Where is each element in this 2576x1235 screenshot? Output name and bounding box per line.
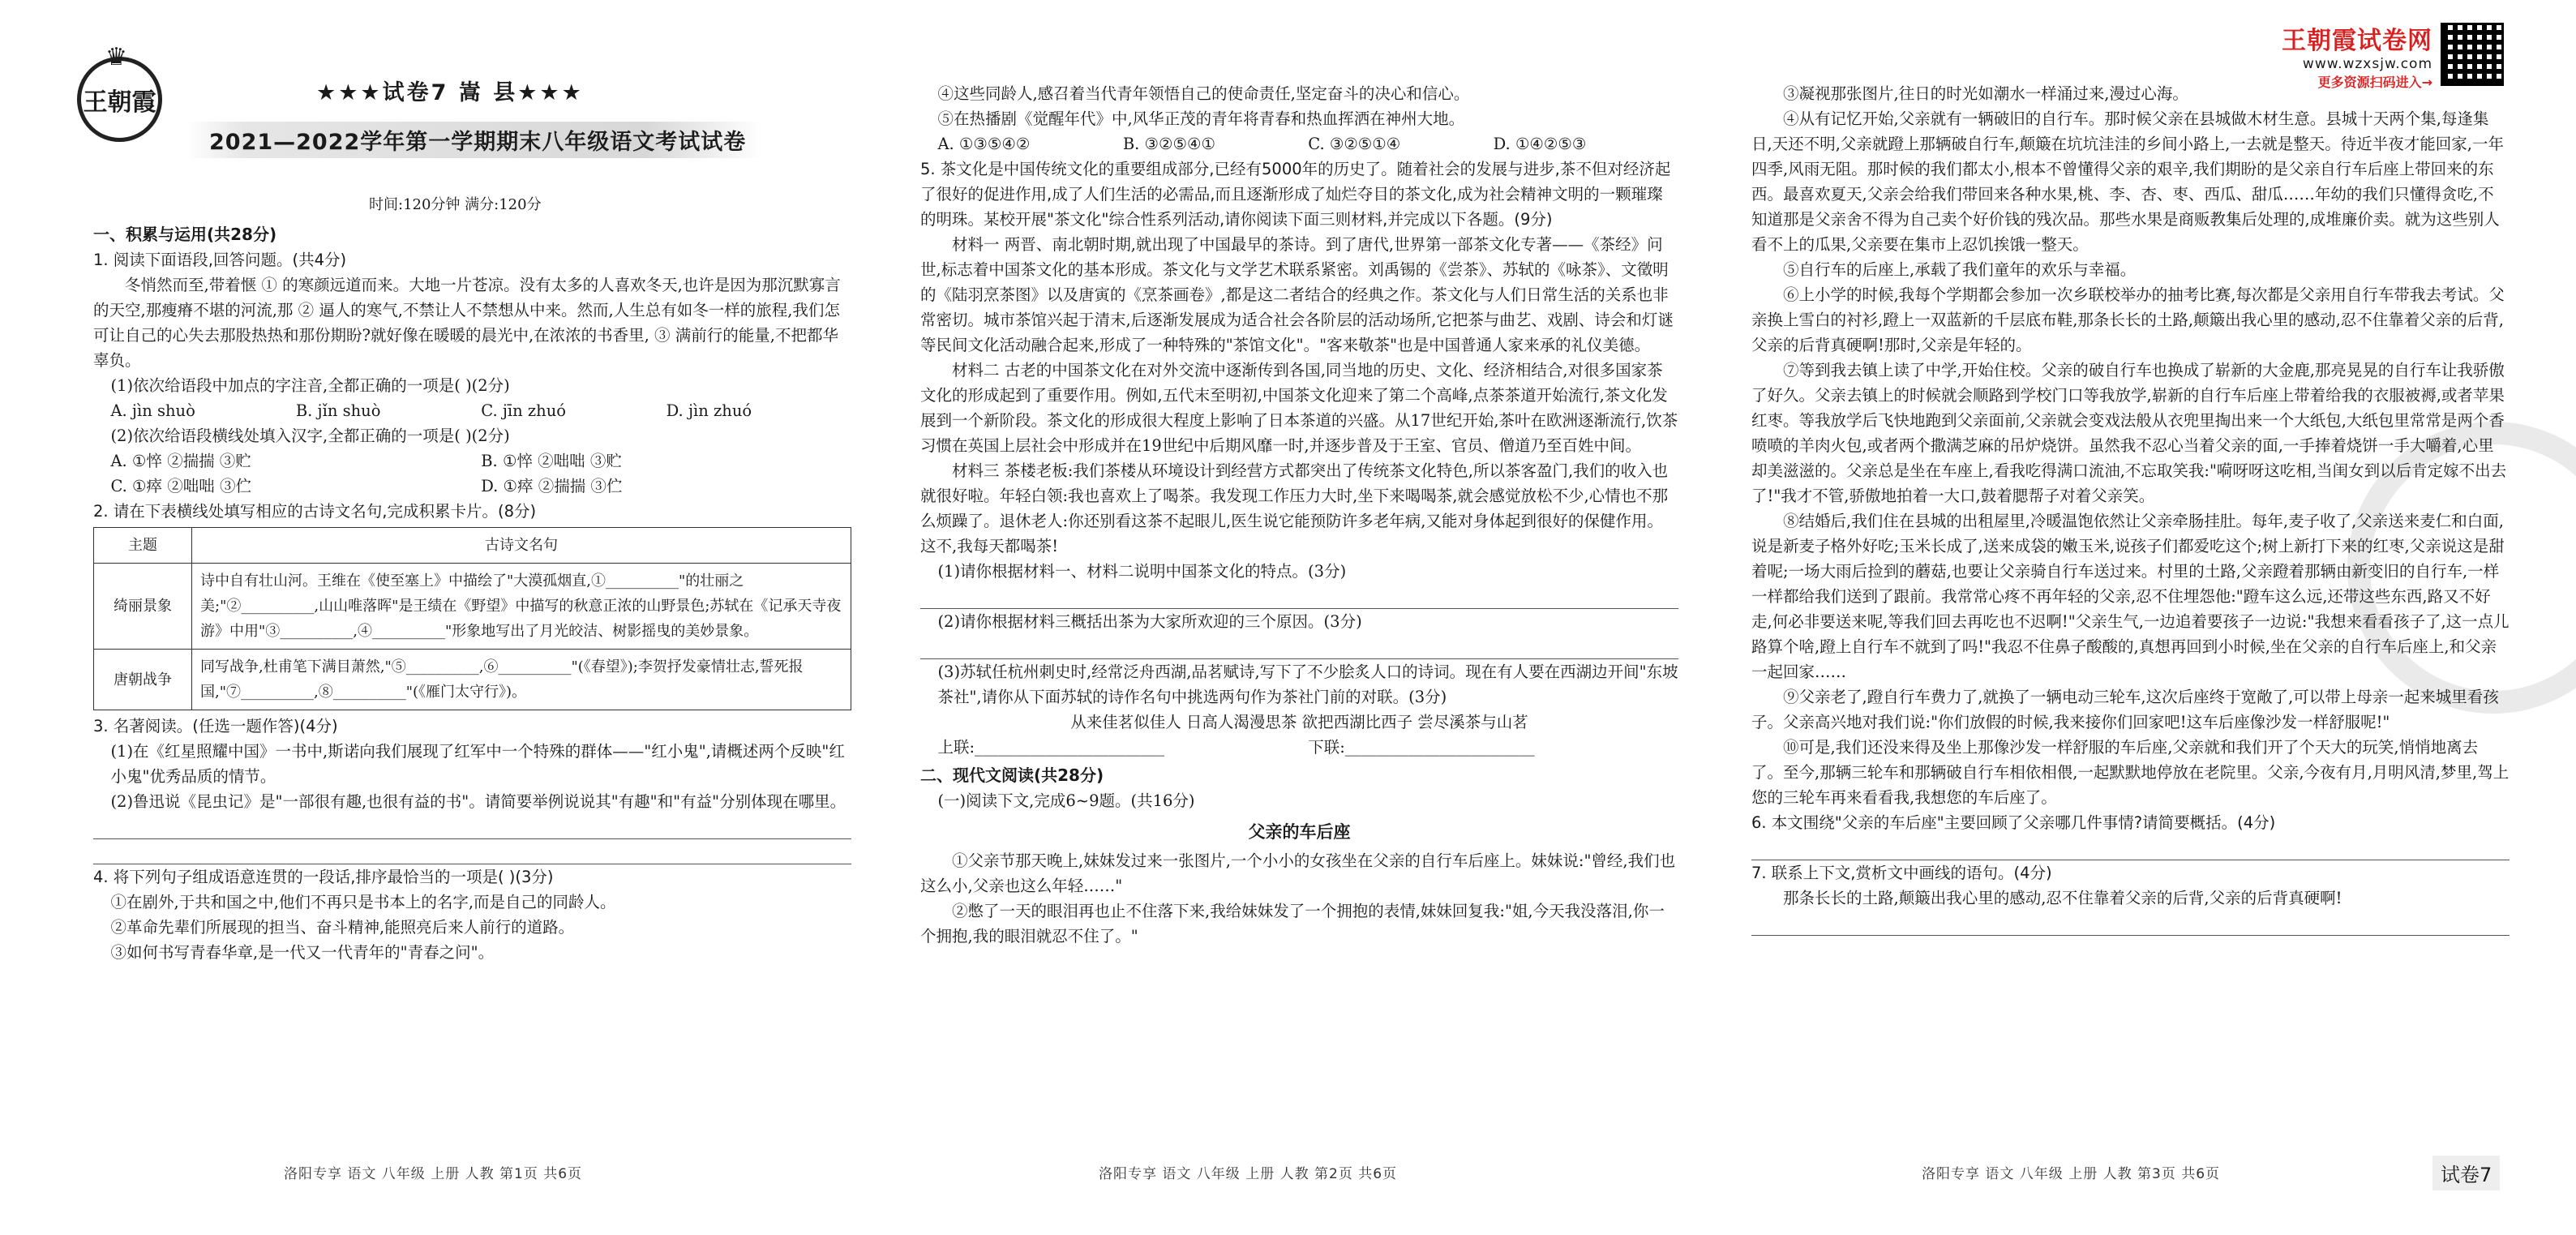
page-footer: 洛阳专享 语文 八年级 上册 人教 第3页 共6页 [1922,1166,2221,1182]
option[interactable]: C. ③②⑤①④ [1308,135,1401,153]
q4-item: ④这些同龄人,感召着当代青年领悟自己的使命责任,坚定奋斗的决心和信心。 [937,84,1470,103]
qr-code-icon[interactable] [2441,23,2504,86]
option[interactable]: C. jīn zhuó [481,401,567,420]
q1-options-2b [93,474,851,499]
brand-block [2262,20,2432,91]
page-2-column [920,81,1678,949]
answer-line[interactable] [93,839,851,864]
answer-line[interactable] [93,814,851,839]
article-paragraph: ⑤自行车的后座上,承载了我们童年的欢乐与幸福。 [1783,260,2137,279]
brand-name: 王朝霞试卷网 [2282,27,2432,55]
test-title: ★★★试卷7 嵩 县★★★ [316,80,584,105]
table-cell-lines[interactable]: 同写战争,杜甫笔下满目萧然,"⑤__________,⑥__________"(《春望》);李贺抒发豪情壮志,誓死报国,"⑦__________,⑧__________"(《雁门太守行》)。 [192,650,851,710]
crown-icon: ♛ [105,43,127,71]
q4-item: ③如何书写青春华章,是一代又一代青年的"青春之问"。 [110,943,495,962]
q4-item: ⑤在热播剧《觉醒年代》中,风华正茂的青年将青春和热血挥洒在神州大地。 [937,109,1465,128]
q5-poem-lines: 从来佳茗似佳人 日高人渴漫思茶 欲把西湖比西子 尝尽溪茶与山茗 [1070,713,1528,731]
article-paragraph: ④从有记忆开始,父亲就有一辆破旧的自行车。那时候父亲在县城做木材生意。县城十天两个集,每逢集日,天还不明,父亲就蹬上那辆破自行车,颠簸在坑坑洼洼的乡间小路上,一去就是整天。待近半夜才能回家,一年四季,风雨无阻。那时候的我们都太小,根本不曾懂得父亲的艰辛,我们期盼的是父亲自行车后座上带回来的东西。最喜欢夏天,父亲会给我们带回来各种水果,桃、李、杏、枣、西瓜、甜瓜……年幼的我们只懂得贪吃,不知道那是父亲舍不得为自己卖个好价钱的残次品。那些水果是商贩教集后处理的,成堆廉价卖。就为这些别人看不上的瓜果,父亲要在集市上忍饥挨饿一整天。 [1751,109,2504,254]
upper-couplet-field[interactable]: 上联:________________________ [937,738,1165,757]
q7-quote: 那条长长的土路,颠簸出我心里的感动,忍不住靠着父亲的后背,父亲的后背真硬啊! [1783,889,2342,907]
q4-item: ①在剧外,于共和国之中,他们不再只是书本上的名字,而是自己的同龄人。 [110,893,616,911]
article-paragraph: ①父亲节那天晚上,妹妹发过来一张图片,一个小小的女孩坐在父亲的自行车后座上。妹妹说:"曾经,我们也这么小,父亲也这么年轻……" [920,851,1676,895]
question-4-stem: 4. 将下列句子组成语意连贯的一段话,排序最恰当的一项是( )(3分) [93,868,554,886]
q1-passage: 冬悄然而至,带着惬 ① 的寒颜远道而来。大地一片苍凉。没有太多的人喜欢冬天,也许是因为那沉默寡言的天空,那瘦瘠不堪的河流,那 ② 逼人的寒气,不禁让人不禁想从中来。然而,人生总有如冬一样的旅程,我们怎可让自己的心失去那股热热和那份期盼?就好像在暖暖的晨光中,在浓浓的书香里, ③ 满前行的能量,不把都华辜负。 [93,276,841,370]
article-paragraph: ③凝视那张图片,往日的时光如潮水一样涌过来,漫过心海。 [1783,84,2188,103]
q4-options [920,131,1678,157]
option[interactable]: A. ①③⑤④② [937,135,1031,153]
q4-item: ②革命先辈们所展现的担当、奋斗精神,能照亮后来人前行的道路。 [110,918,575,937]
article-paragraph: ②憋了一天的眼泪再也止不住落下来,我给妹妹发了一个拥抱的表情,妹妹回复我:"姐,今天我没落泪,你一个拥抱,我的眼泪就忍不住了。" [920,902,1665,946]
brand-slogan: 更多资源扫码进入→ [2317,75,2432,90]
upper-label: 上联: [937,738,975,757]
table-row [94,650,851,710]
option[interactable]: B. jǐn shuò [295,401,381,420]
table-header: 主题 [94,528,192,564]
option[interactable]: A. ①悴 ②揣揣 ③贮 [110,452,251,470]
question-7-stem: 7. 联系上下文,赏析文中画线的语句。(4分) [1751,864,2052,882]
reading-intro: (一)阅读下文,完成6~9题。(共16分) [937,791,1195,810]
couplet-fields [920,735,1678,760]
brand-url: www.wzxsjw.com [2302,56,2432,72]
section-heading: 二、现代文阅读(共28分) [920,765,1104,785]
answer-line[interactable] [1751,835,2510,860]
q1-options-1 [93,398,851,423]
q5-sub2: (2)请你根据材料三概括出茶为大家所欢迎的三个原因。(3分) [937,612,1362,631]
article-paragraph: ⑩可是,我们还没来得及坐上那像沙发一样舒服的车后座,父亲就和我们开了个天大的玩笑,悄悄地离去了。至今,那辆三轮车和那辆破自行车相依相偎,一起默默地停放在老院里。父亲,今夜有月,月明风清,梦里,驾上您的三轮车再来看看我,我想您的车后座了。 [1751,738,2510,807]
q3-option-2: (2)鲁迅说《昆虫记》是"一部很有趣,也很有益的书"。请简要举例说说其"有趣"和"有益"分别体现在哪里。 [110,792,847,811]
publisher-logo [77,43,162,142]
lower-label: 下联: [1308,738,1345,757]
q3-option-1: (1)在《红星照耀中国》一书中,斯诺向我们展现了红军中一个特殊的群体——"红小鬼",请概述两个反映"红小鬼"优秀品质的情节。 [110,742,845,786]
question-5-stem: 5. 茶文化是中国传统文化的重要组成部分,已经有5000年的历史了。随着社会的发展与进步,茶不但对经济起了很好的促进作用,成了人们生活的必需品,而且逐渐形成了灿烂夺目的茶文化,成为社会精神文明的一颗璀璨的明珠。某校开展"茶文化"综合性系列活动,请你阅读下面三则材料,并完成以下各题。(9分) [920,160,1671,229]
logo-text: 王朝霞 [83,88,156,117]
article-paragraph: ⑥上小学的时候,我每个学期都会参加一次乡联校举办的抽考比赛,每次都是父亲用自行车带我去考试。父亲换上雪白的衬衫,蹬上一双蓝新的千层底布鞋,那条长长的土路,颠簸出我心里的感动,忍不住靠着父亲的后背,父亲的后背真硬啊!那时,父亲是年轻的。 [1751,285,2505,354]
table-header: 古诗文名句 [192,528,851,564]
option[interactable]: A. jìn shuò [110,401,195,420]
option[interactable]: D. ①瘁 ②揣揣 ③伫 [481,477,623,495]
table-cell-theme: 绮丽景象 [94,564,192,650]
poem-card-table [93,527,851,710]
q1-sub2: (2)依次给语段横线处填入汉字,全都正确的一项是( )(2分) [110,427,510,445]
answer-line[interactable] [920,634,1678,659]
page-3-column [1751,81,2510,936]
test-number-tag: 试卷7 [2432,1156,2500,1190]
article-title: 父亲的车后座 [1248,822,1351,842]
option[interactable]: B. ③②⑤④① [1122,135,1215,153]
page-footer: 洛阳专享 语文 八年级 上册 人教 第2页 共6页 [1099,1166,1398,1182]
material-1: 材料一 两晋、南北朝时期,就出现了中国最早的茶诗。到了唐代,世界第一部茶文化专著——《茶经》问世,标志着中国茶文化的基本形成。茶文化与文学艺术联系紧密。刘禹锡的《尝茶》、苏轼的《咏茶》、文徵明的《陆羽烹茶图》以及唐寅的《烹茶画卷》,都是这二者结合的经典之作。茶文化与人们日常生活的关系也非常密切。城市茶馆兴起于清末,后逐渐发展成为适合社会各阶层的活动场所,它把茶与曲艺、戏剧、诗会和灯谜等民间文化活动融合起来,形成了一种特殊的"茶馆文化"。"客来敬茶"也是中国普通人家来承的礼仪美德。 [920,235,1674,354]
option[interactable]: D. ①④②⑤③ [1493,135,1587,153]
exam-time-score: 时间:120分钟 满分:120分 [369,196,542,213]
answer-line[interactable] [920,584,1678,609]
material-2: 材料二 古老的中国茶文化在对外交流中逐渐传到各国,同当地的历史、文化、经济相结合,对很多国家茶文化的形成起到了重要作用。例如,五代末至明初,中国茶文化迎来了第二个高峰,点茶茶道开始流行,茶文化发展到一个新阶段。茶文化的形成很大程度上影响了日本茶道的兴盛。从17世纪开始,茶叶在欧洲逐渐流行,饮茶习惯在英国上层社会中形成并在19世纪中后期风靡一时,并逐步普及于王室、官员、僧道乃至百姓中间。 [920,361,1678,455]
question-3-stem: 3. 名著阅读。(任选一题作答)(4分) [93,717,338,735]
question-1-stem: 1. 阅读下面语段,回答问题。(共4分) [93,251,347,269]
question-2-stem: 2. 请在下表横线处填写相应的古诗文名句,完成积累卡片。(8分) [93,502,537,521]
option[interactable]: D. jìn zhuó [666,401,752,420]
article-paragraph: ⑦等到我去镇上读了中学,开始住校。父亲的破自行车也换成了崭新的大金鹿,那亮晃晃的自行车让我骄傲了好久。父亲去镇上的时候就会顺路到学校门口等我放学,崭新的自行车后座上带着给我的衣服被褥,或者苹果红枣。等我放学后飞快地跑到父亲面前,父亲就会变戏法般从衣兜里掏出来一个大纸包,大纸包里常常是两个香喷喷的羊肉火包,或者两个撒满芝麻的吊炉烧饼。虽然我不忍心当着父亲的面,一手捧着烧饼一手大嚼着,心里却美滋滋的。父亲总是坐在车座上,看我吃得满口流油,不忘取笑我:"嗬呀呀这吃相,当闺女到以后肯定嫁不出去了!"我才不管,骄傲地拍着一大口,鼓着腮帮子对着父亲笑。 [1751,361,2507,505]
option[interactable]: C. ①瘁 ②咄咄 ③伫 [110,477,251,495]
table-cell-theme: 唐朝战争 [94,650,192,710]
table-cell-lines[interactable]: 诗中自有壮山河。王维在《使至塞上》中描绘了"大漠孤烟直,①__________"的壮丽之美;"②__________,山山唯落晖"是王绩在《野望》中描写的秋意正浓的山野景色;苏轼在《记承天寺夜游》中用"③__________,④__________"形象地写出了月光皎洁、树影摇曳的美妙景象。 [192,564,851,650]
q5-sub3: (3)苏轼任杭州刺史时,经常泛舟西湖,品茗赋诗,写下了不少脍炙人口的诗词。现在有人要在西湖边开间"东坡茶社",请你从下面苏轼的诗作名句中挑选两句作为茶社门前的对联。(3分) [937,663,1678,706]
exam-banner [186,122,762,158]
lower-couplet-field[interactable]: 下联:________________________ [1308,738,1535,757]
material-3: 材料三 茶楼老板:我们茶楼从环境设计到经营方式都突出了传统茶文化特色,所以茶客盈门,我们的收入也就很好啦。年轻白领:我也喜欢上了喝茶。我发现工作压力大时,坐下来喝喝茶,就会感觉放松不少,心情也不那么烦躁了。退休老人:你还别看这茶不起眼儿,医生说它能预防许多老年病,又能对身体起到很好的保健作用。这不,我每天都喝茶! [920,461,1669,555]
table-row [94,564,851,650]
q1-sub1: (1)依次给语段中加点的字注音,全都正确的一项是( )(2分) [110,376,510,395]
section-heading: 一、积累与运用(共28分) [93,225,277,244]
q1-options-2a [93,448,851,474]
answer-line[interactable] [1751,911,2510,936]
page-1-column [93,219,851,965]
exam-title: 2021—2022学年第一学期期末八年级语文考试试卷 [209,130,747,155]
q5-sub1: (1)请你根据材料一、材料二说明中国茶文化的特点。(3分) [937,562,1347,581]
option[interactable]: B. ①悴 ②咄咄 ③贮 [481,452,622,470]
table-header-row [94,528,851,564]
article-paragraph: ⑨父亲老了,蹬自行车费力了,就换了一辆电动三轮车,这次后座终于宽敞了,可以带上母亲一起来城里看孩子。父亲高兴地对我们说:"你们放假的时候,我来接你们回家吧!这车后座像沙发一样舒服呢!" [1751,688,2499,731]
article-paragraph: ⑧结婚后,我们住在县城的出租屋里,冷暖温饱依然让父亲牵肠挂肚。每年,麦子收了,父亲送来麦仁和白面,说是新麦子格外好吃;玉米长成了,送来成袋的嫩玉米,说孩子们都爱吃这个;树上新打下来的红枣,父亲说这是甜着呢;一场大雨后捡到的蘑菇,也要让父亲骑自行车送过来。村里的土路,父亲蹬着那辆由新变旧的自行车,一样一样都给我们送到了跟前。我常常心疼不再年轻的父亲,忍不住埋怨他:"蹬车这么远,还带这些东西,路又不好走,何必非要送来呢,等我们回去再吃也不迟啊!"父亲生气,一边追着要孩子一边说:"我想来看看孩子了,这一点儿路算个啥,蹬上自行车不就到了吗!"我忍不住鼻子酸酸的,真想再回到小时候,坐在父亲的自行车后座上,和父亲一起回家…… [1751,512,2510,681]
page-footer: 洛阳专享 语文 八年级 上册 人教 第1页 共6页 [284,1166,583,1182]
question-6-stem: 6. 本文围绕"父亲的车后座"主要回顾了父亲哪几件事情?请简要概括。(4分) [1751,813,2276,832]
